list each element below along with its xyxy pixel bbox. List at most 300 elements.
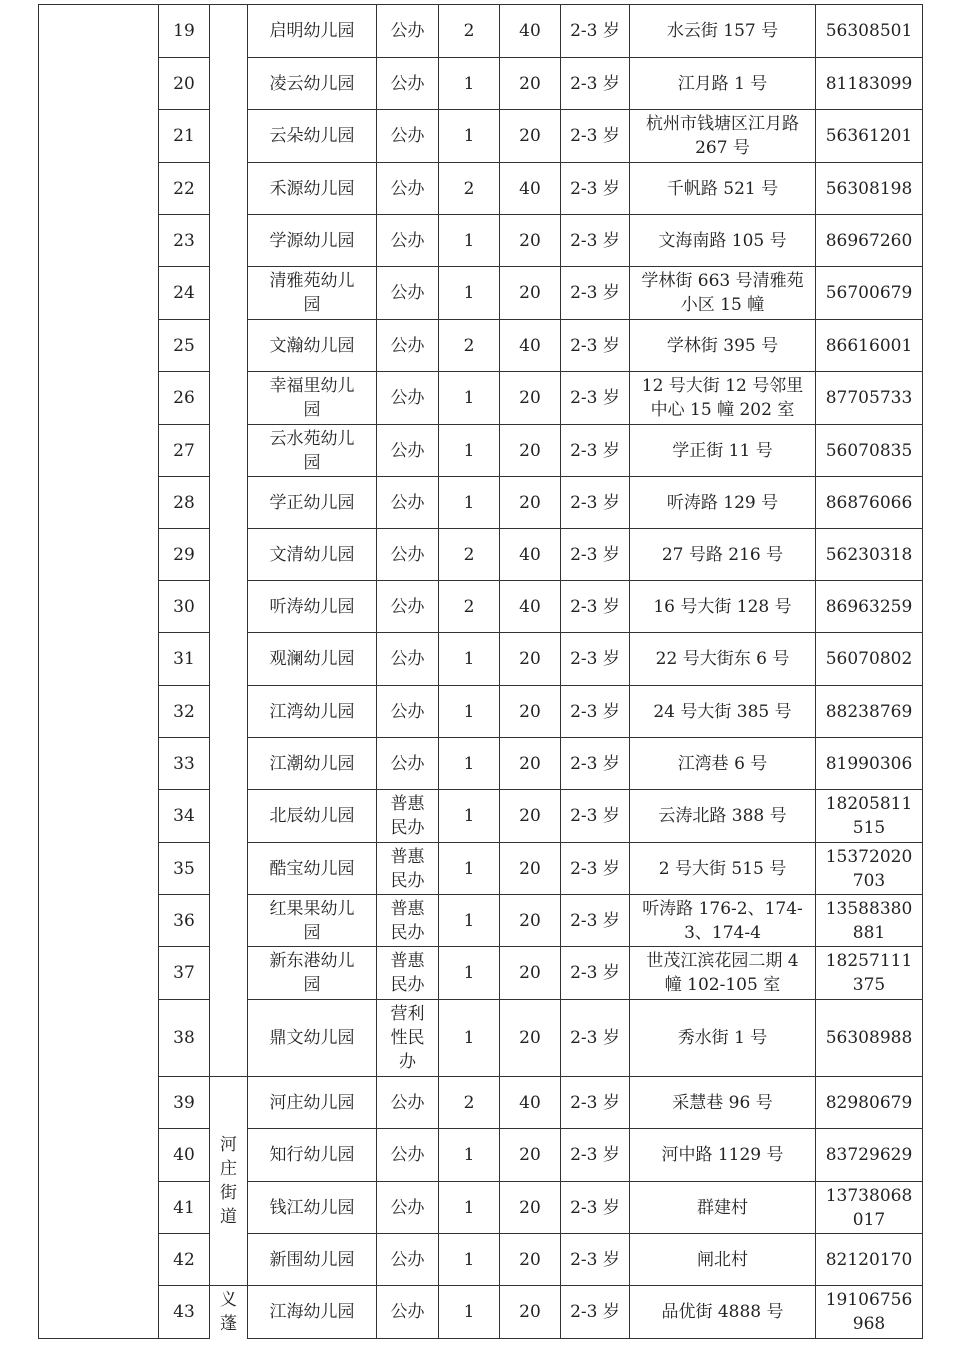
address — [630, 1077, 816, 1129]
row-number — [159, 1182, 210, 1234]
row-number-text: 30 — [173, 596, 195, 617]
seat-count-text: 20 — [519, 73, 541, 94]
seat-count-text: 20 — [519, 1145, 541, 1165]
kindergarten-name — [248, 947, 377, 1000]
phone-number-text: 56308198 — [825, 178, 913, 199]
row-number-text: 20 — [173, 73, 195, 94]
school-type — [377, 633, 439, 686]
table-row — [39, 1286, 923, 1339]
school-type — [377, 895, 439, 947]
school-type-text: 普惠民办 — [390, 794, 425, 838]
row-number — [159, 738, 210, 790]
age-range — [561, 1286, 630, 1339]
address-text: 12 号大街 12 号邻里中心 15 幢 202 室 — [641, 376, 804, 420]
school-type-text: 公办 — [390, 596, 425, 617]
age-range — [561, 633, 630, 686]
table-row — [39, 738, 923, 790]
row-number-text: 33 — [173, 753, 195, 774]
phone-number — [816, 58, 923, 110]
row-number-text: 27 — [173, 440, 195, 461]
age-range — [561, 581, 630, 633]
seat-count — [500, 1182, 561, 1234]
school-type — [377, 947, 439, 1000]
seat-count-text: 40 — [519, 596, 541, 617]
kindergarten-name-text: 新东港幼儿园 — [269, 951, 355, 995]
school-type — [377, 267, 439, 320]
class-count — [439, 477, 500, 529]
phone-number-text: 18205811515 — [825, 794, 913, 838]
age-range-text: 2-3 岁 — [570, 21, 620, 41]
table-row — [39, 633, 923, 686]
class-count-text: 1 — [463, 1197, 475, 1218]
school-type-text: 公办 — [390, 1302, 425, 1322]
row-number-text: 43 — [173, 1302, 195, 1322]
school-type — [377, 843, 439, 895]
school-type — [377, 1182, 439, 1234]
age-range-text: 2-3 岁 — [570, 596, 620, 617]
phone-number — [816, 843, 923, 895]
kindergarten-name-text: 云朵幼儿园 — [269, 126, 355, 146]
kindergarten-table — [38, 4, 923, 1339]
seat-count-text: 40 — [519, 178, 541, 199]
row-number — [159, 215, 210, 267]
phone-number — [816, 1077, 923, 1129]
seat-count — [500, 947, 561, 1000]
seat-count-text: 20 — [519, 283, 541, 303]
seat-count-text: 40 — [519, 21, 541, 41]
age-range — [561, 425, 630, 477]
kindergarten-name-text: 江湾幼儿园 — [269, 701, 355, 722]
age-range-text: 2-3 岁 — [570, 335, 620, 356]
class-count — [439, 529, 500, 581]
seat-count-text: 20 — [519, 963, 541, 983]
class-count — [439, 163, 500, 215]
kindergarten-name — [248, 5, 377, 58]
age-range-text: 2-3 岁 — [570, 178, 620, 199]
class-count-text: 1 — [463, 910, 475, 931]
row-number-text: 39 — [173, 1092, 195, 1113]
phone-number-text: 56308501 — [825, 21, 913, 41]
address-text: 学林街 395 号 — [666, 335, 779, 356]
table-row — [39, 1182, 923, 1234]
address — [630, 686, 816, 738]
row-number-text: 41 — [173, 1197, 195, 1218]
seat-count-text: 20 — [519, 1249, 541, 1270]
age-range-text: 2-3 岁 — [570, 701, 620, 722]
kindergarten-name — [248, 1182, 377, 1234]
phone-number — [816, 267, 923, 320]
address-text: 采慧巷 96 号 — [672, 1092, 773, 1113]
kindergarten-name-text: 观澜幼儿园 — [269, 649, 355, 669]
age-range — [561, 1234, 630, 1286]
phone-number — [816, 477, 923, 529]
age-range-text: 2-3 岁 — [570, 440, 620, 461]
kindergarten-name — [248, 581, 377, 633]
table-row — [39, 1077, 923, 1129]
seat-count — [500, 790, 561, 843]
age-range-text: 2-3 岁 — [570, 126, 620, 146]
school-type — [377, 477, 439, 529]
address — [630, 5, 816, 58]
phone-number-text: 86963259 — [825, 596, 913, 617]
class-count-text: 2 — [463, 544, 475, 565]
age-range-text: 2-3 岁 — [570, 858, 620, 879]
kindergarten-name-text: 禾源幼儿园 — [269, 178, 355, 199]
row-number-text: 28 — [173, 492, 195, 513]
address-text: 16 号大街 128 号 — [653, 596, 792, 617]
school-type-text: 公办 — [390, 126, 425, 146]
class-count-text: 1 — [463, 963, 475, 983]
kindergarten-name — [248, 1000, 377, 1077]
row-number-text: 19 — [173, 21, 195, 41]
seat-count-text: 20 — [519, 126, 541, 146]
seat-count — [500, 5, 561, 58]
age-range — [561, 947, 630, 1000]
address-text: 云涛北路 388 号 — [658, 806, 787, 826]
school-type — [377, 1077, 439, 1129]
phone-number-text: 56308988 — [825, 1028, 913, 1048]
row-number — [159, 1234, 210, 1286]
age-range-text: 2-3 岁 — [570, 1302, 620, 1322]
class-count-text: 2 — [463, 21, 475, 41]
school-type — [377, 5, 439, 58]
kindergarten-name-text: 启明幼儿园 — [269, 21, 355, 41]
table-row — [39, 58, 923, 110]
address-text: 听涛路 129 号 — [666, 492, 779, 513]
kindergarten-name — [248, 1234, 377, 1286]
table-row — [39, 372, 923, 425]
kindergarten-name-text: 学正幼儿园 — [269, 492, 355, 513]
seat-count — [500, 477, 561, 529]
seat-count-text: 20 — [519, 701, 541, 722]
school-type-text: 公办 — [390, 283, 425, 303]
kindergarten-name — [248, 529, 377, 581]
class-count-text: 2 — [463, 596, 475, 617]
class-count — [439, 1286, 500, 1339]
school-type-text: 公办 — [390, 753, 425, 774]
class-count — [439, 581, 500, 633]
address — [630, 163, 816, 215]
phone-number — [816, 320, 923, 372]
address — [630, 320, 816, 372]
table-row — [39, 110, 923, 163]
kindergarten-name — [248, 477, 377, 529]
kindergarten-name-text: 北辰幼儿园 — [269, 806, 355, 826]
kindergarten-name-text: 文瀚幼儿园 — [269, 335, 355, 356]
row-number — [159, 529, 210, 581]
school-type-text: 公办 — [390, 1145, 425, 1165]
class-count-text: 1 — [463, 73, 475, 94]
kindergarten-name — [248, 686, 377, 738]
row-number-text: 21 — [173, 126, 195, 146]
phone-number — [816, 372, 923, 425]
seat-count — [500, 895, 561, 947]
age-range — [561, 1000, 630, 1077]
address-text: 学正街 11 号 — [672, 440, 773, 461]
school-type-text: 公办 — [390, 230, 425, 251]
row-number-text: 37 — [173, 963, 195, 983]
address-text: 江湾巷 6 号 — [677, 753, 768, 774]
school-type — [377, 372, 439, 425]
address-text: 27 号路 216 号 — [661, 544, 784, 565]
table-row — [39, 790, 923, 843]
school-type — [377, 1129, 439, 1182]
kindergarten-name-text: 鼎文幼儿园 — [269, 1028, 355, 1048]
address — [630, 110, 816, 163]
school-type-text: 公办 — [390, 440, 425, 461]
row-number — [159, 1286, 210, 1339]
class-count-text: 1 — [463, 230, 475, 251]
phone-number-text: 15372020703 — [825, 846, 913, 891]
address-text: 杭州市钱塘区江月路 267 号 — [646, 114, 799, 158]
seat-count-text: 20 — [519, 753, 541, 774]
age-range-text: 2-3 岁 — [570, 388, 620, 408]
phone-number-text: 13588380881 — [825, 898, 913, 943]
age-range — [561, 1129, 630, 1182]
kindergarten-name-text: 幸福里幼儿园 — [269, 376, 355, 420]
seat-count — [500, 529, 561, 581]
address-text: 秀水街 1 号 — [677, 1028, 768, 1048]
phone-number — [816, 738, 923, 790]
class-count — [439, 1077, 500, 1129]
seat-count-text: 40 — [519, 335, 541, 356]
table-row — [39, 581, 923, 633]
seat-count — [500, 1000, 561, 1077]
table-row — [39, 529, 923, 581]
class-count-text: 1 — [463, 806, 475, 826]
class-count-text: 1 — [463, 388, 475, 408]
address-text: 文海南路 105 号 — [658, 230, 787, 251]
class-count — [439, 633, 500, 686]
phone-number-text: 13738068017 — [825, 1185, 913, 1230]
school-type — [377, 581, 439, 633]
phone-number-text: 19106756968 — [825, 1290, 913, 1334]
school-type-text: 公办 — [390, 335, 425, 356]
school-type-text: 营利性民办 — [390, 1004, 425, 1072]
row-number — [159, 1077, 210, 1129]
age-range — [561, 843, 630, 895]
school-type — [377, 320, 439, 372]
subdistrict-cell-yipeng — [210, 1286, 248, 1339]
row-number — [159, 110, 210, 163]
address — [630, 738, 816, 790]
phone-number — [816, 581, 923, 633]
phone-number-text: 81990306 — [825, 753, 913, 774]
school-type-text: 普惠民办 — [390, 898, 425, 943]
address — [630, 267, 816, 320]
table-row — [39, 163, 923, 215]
address — [630, 1129, 816, 1182]
row-number — [159, 1000, 210, 1077]
seat-count — [500, 110, 561, 163]
age-range — [561, 529, 630, 581]
seat-count-text: 20 — [519, 440, 541, 461]
row-number — [159, 1129, 210, 1182]
table-body — [39, 5, 923, 1339]
phone-number-text: 87705733 — [825, 388, 913, 408]
address — [630, 425, 816, 477]
age-range — [561, 110, 630, 163]
kindergarten-name-text: 知行幼儿园 — [269, 1145, 355, 1165]
class-count — [439, 790, 500, 843]
class-count — [439, 267, 500, 320]
row-number — [159, 5, 210, 58]
row-number — [159, 843, 210, 895]
age-range — [561, 58, 630, 110]
kindergarten-name-text: 云水苑幼儿园 — [269, 428, 355, 473]
seat-count-text: 20 — [519, 649, 541, 669]
seat-count — [500, 738, 561, 790]
kindergarten-name — [248, 1286, 377, 1339]
address — [630, 372, 816, 425]
seat-count — [500, 581, 561, 633]
subdistrict-label: 义蓬 — [220, 1290, 237, 1334]
address-text: 2 号大街 515 号 — [658, 858, 787, 879]
age-range — [561, 790, 630, 843]
kindergarten-name-text: 酷宝幼儿园 — [269, 858, 355, 879]
seat-count — [500, 58, 561, 110]
phone-number-text: 18257111375 — [825, 951, 913, 995]
age-range — [561, 5, 630, 58]
seat-count-text: 40 — [519, 1092, 541, 1113]
age-range — [561, 372, 630, 425]
address — [630, 1234, 816, 1286]
age-range-text: 2-3 岁 — [570, 1028, 620, 1048]
address — [630, 215, 816, 267]
class-count — [439, 843, 500, 895]
address — [630, 1000, 816, 1077]
row-number — [159, 58, 210, 110]
phone-number — [816, 110, 923, 163]
kindergarten-name — [248, 843, 377, 895]
subdistrict-cell — [210, 5, 248, 1077]
class-count — [439, 215, 500, 267]
phone-number-text: 56361201 — [825, 126, 913, 146]
class-count-text: 1 — [463, 649, 475, 669]
class-count-text: 1 — [463, 1145, 475, 1165]
age-range — [561, 895, 630, 947]
address-text: 河中路 1129 号 — [661, 1145, 784, 1165]
school-type — [377, 790, 439, 843]
class-count — [439, 1234, 500, 1286]
phone-number-text: 86876066 — [825, 492, 913, 513]
phone-number-text: 56700679 — [825, 283, 913, 303]
row-number-text: 40 — [173, 1145, 195, 1165]
phone-number — [816, 1000, 923, 1077]
row-number-text: 23 — [173, 230, 195, 251]
row-number-text: 32 — [173, 701, 195, 722]
seat-count — [500, 267, 561, 320]
seat-count — [500, 1234, 561, 1286]
kindergarten-name — [248, 163, 377, 215]
seat-count-text: 20 — [519, 230, 541, 251]
age-range — [561, 477, 630, 529]
phone-number-text: 56230318 — [825, 544, 913, 565]
kindergarten-name-text: 学源幼儿园 — [269, 230, 355, 251]
class-count — [439, 425, 500, 477]
kindergarten-name — [248, 1077, 377, 1129]
seat-count — [500, 372, 561, 425]
class-count-text: 1 — [463, 1302, 475, 1322]
class-count-text: 2 — [463, 1092, 475, 1113]
kindergarten-name-text: 江海幼儿园 — [269, 1302, 355, 1322]
phone-number — [816, 425, 923, 477]
table-row — [39, 267, 923, 320]
table-row — [39, 1129, 923, 1182]
school-type — [377, 1234, 439, 1286]
class-count-text: 2 — [463, 178, 475, 199]
row-number-text: 35 — [173, 858, 195, 879]
row-number-text: 34 — [173, 806, 195, 826]
class-count — [439, 110, 500, 163]
age-range-text: 2-3 岁 — [570, 649, 620, 669]
age-range-text: 2-3 岁 — [570, 73, 620, 94]
age-range-text: 2-3 岁 — [570, 230, 620, 251]
table-row — [39, 1000, 923, 1077]
address-text: 群建村 — [697, 1197, 748, 1218]
age-range-text: 2-3 岁 — [570, 544, 620, 565]
age-range — [561, 1182, 630, 1234]
phone-number-text: 56070835 — [825, 440, 913, 461]
kindergarten-name — [248, 372, 377, 425]
address — [630, 58, 816, 110]
subdistrict-label: 河庄街道 — [220, 1135, 237, 1227]
row-number-text: 26 — [173, 388, 195, 408]
address-text: 品优街 4888 号 — [661, 1302, 784, 1322]
row-number — [159, 790, 210, 843]
school-type-text: 公办 — [390, 544, 425, 565]
class-count — [439, 1182, 500, 1234]
school-type-text: 公办 — [390, 1197, 425, 1218]
phone-number — [816, 1182, 923, 1234]
school-type — [377, 738, 439, 790]
age-range-text: 2-3 岁 — [570, 1145, 620, 1165]
address-text: 学林街 663 号清雅苑小区 15 幢 — [641, 271, 804, 315]
district-column — [39, 5, 159, 1339]
age-range-text: 2-3 岁 — [570, 806, 620, 826]
age-range — [561, 320, 630, 372]
seat-count-text: 20 — [519, 388, 541, 408]
kindergarten-name-text: 新围幼儿园 — [269, 1249, 355, 1270]
address — [630, 633, 816, 686]
address — [630, 1182, 816, 1234]
age-range — [561, 267, 630, 320]
class-count-text: 1 — [463, 858, 475, 879]
seat-count-text: 40 — [519, 544, 541, 565]
class-count-text: 1 — [463, 1249, 475, 1270]
age-range — [561, 163, 630, 215]
school-type — [377, 686, 439, 738]
school-type — [377, 163, 439, 215]
row-number — [159, 163, 210, 215]
address — [630, 947, 816, 1000]
school-type — [377, 215, 439, 267]
school-type-text: 公办 — [390, 178, 425, 199]
seat-count — [500, 843, 561, 895]
kindergarten-name — [248, 1129, 377, 1182]
phone-number — [816, 895, 923, 947]
seat-count — [500, 686, 561, 738]
row-number — [159, 581, 210, 633]
seat-count — [500, 1129, 561, 1182]
phone-number-text: 86616001 — [825, 335, 913, 356]
class-count-text: 1 — [463, 440, 475, 461]
class-count-text: 2 — [463, 335, 475, 356]
phone-number — [816, 5, 923, 58]
table-row — [39, 320, 923, 372]
address — [630, 895, 816, 947]
address — [630, 581, 816, 633]
